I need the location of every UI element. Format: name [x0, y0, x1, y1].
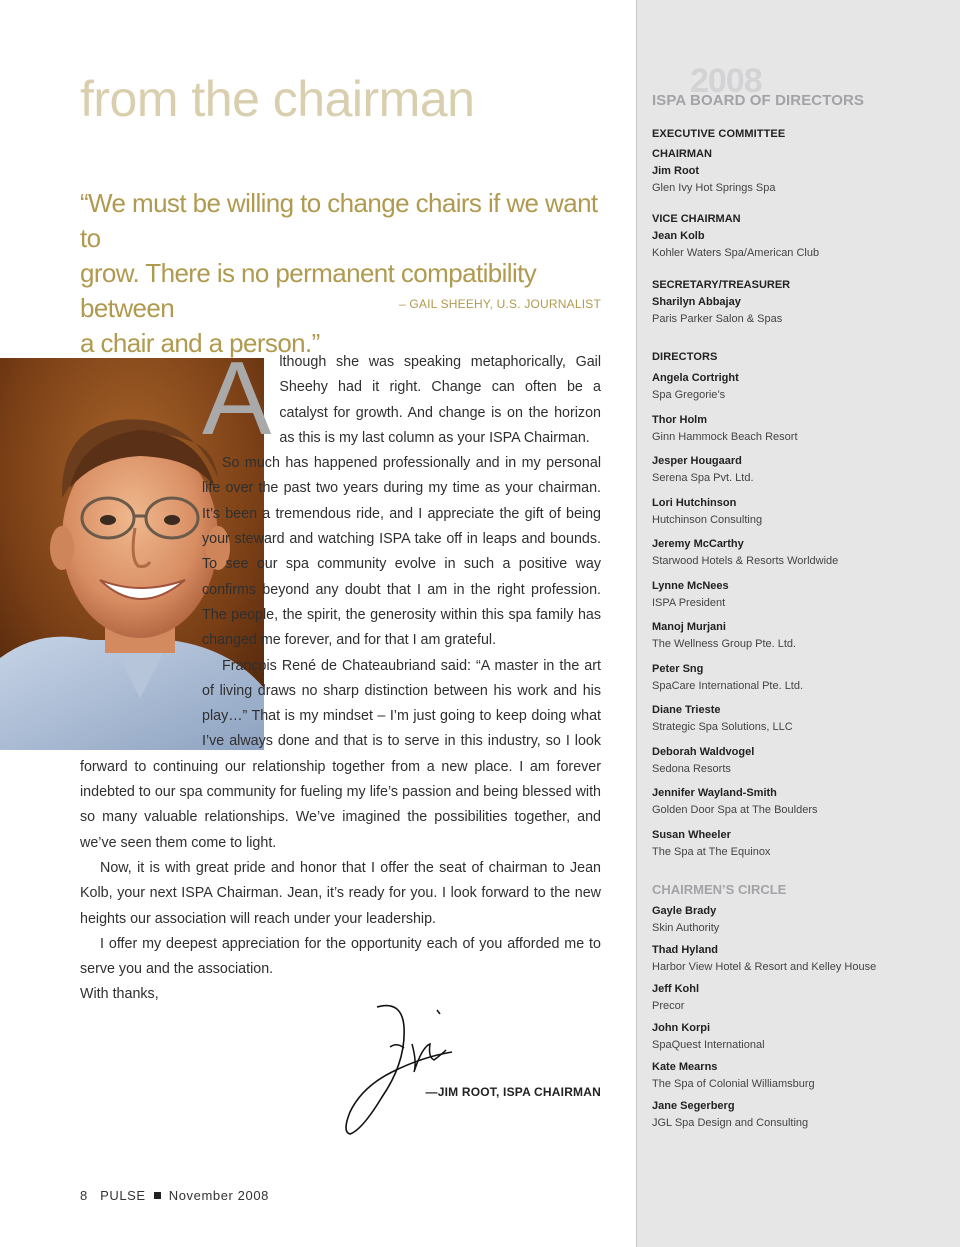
- quote-attribution: – GAIL SHEEHY, U.S. JOURNALIST: [398, 297, 601, 311]
- director-org: Serena Spa Pvt. Ltd.: [652, 472, 754, 484]
- executive-member: [652, 146, 776, 197]
- director-item: [652, 370, 739, 404]
- sidebar-title: ISPA BOARD OF DIRECTORS: [652, 92, 865, 109]
- member-role: SECRETARY/TREASURER: [652, 279, 791, 291]
- director-org: Spa Gregorie’s: [652, 389, 726, 401]
- circle-org: Skin Authority: [652, 922, 720, 934]
- director-org: Golden Door Spa at The Boulders: [652, 804, 818, 816]
- circle-name: Kate Mearns: [652, 1061, 718, 1073]
- director-item: [652, 785, 818, 819]
- circle-item: [652, 942, 876, 976]
- letter-paragraph-2: So much has happened professionally and in my personal life over the past two years during my time as your chairman. It’s been a tremendous ride, and I appreciate the gift of being your steward and watching ISPA take off in leaps and bounds. To see our spa community evolve in such a positive way confirms beyond any doubt that I am in the right profession. The people, the spirit, the generosity within this spa family has changed me forever, and for that I am grateful.: [202, 455, 601, 649]
- circle-org: Harbor View Hotel & Resort and Kelley House: [652, 961, 877, 973]
- circle-item: [652, 1020, 765, 1054]
- letter-paragraph-3: François René de Chateaubriand said: “A master in the art of living draws no sharp distinction between his work and his play…” That is my mindset – I’m just going to keep doing what I’ve always done and that is to serve in this industry, so I look forward to continuing our relationship together from a new place. I am forever indebted to our spa community for fueling my life’s passion and being blessed with so many valuable relationships. We’ve imagined the possibilities together, and we’ve seen them come to light.: [80, 657, 601, 851]
- director-name: Susan Wheeler: [652, 829, 731, 841]
- director-item: [652, 827, 770, 861]
- circle-item: [652, 1098, 808, 1132]
- director-org: SpaCare International Pte. Ltd.: [652, 680, 804, 692]
- photo-wrap-spacer: [0, 350, 202, 747]
- paragraph-1-text: lthough she was speaking metaphorically, Gail Sheehy had it right. Change can often be a catalyst for growth. And change is on the horizon as this is my last column as your ISPA Chairman.: [279, 354, 601, 446]
- director-name: Thor Holm: [652, 414, 707, 426]
- executive-heading: EXECUTIVE COMMITTEE: [652, 128, 786, 140]
- director-org: Starwood Hotels & Resorts Worldwide: [652, 555, 839, 567]
- director-org: Hutchinson Consulting: [652, 514, 763, 526]
- signature-name: —JIM ROOT, ISPA CHAIRMAN: [425, 1085, 601, 1099]
- director-org: Strategic Spa Solutions, LLC: [652, 721, 793, 733]
- director-org: Sedona Resorts: [652, 763, 731, 775]
- pull-quote: [80, 186, 620, 361]
- circle-org: JGL Spa Design and Consulting: [652, 1117, 809, 1129]
- circle-org: Precor: [652, 1000, 685, 1012]
- director-item: [652, 495, 762, 529]
- director-name: Peter Sng: [652, 663, 704, 675]
- circle-name: Thad Hyland: [652, 944, 719, 956]
- director-name: Diane Trieste: [652, 704, 721, 716]
- executive-member: [652, 211, 819, 262]
- director-name: Manoj Murjani: [652, 621, 726, 633]
- member-org: Kohler Waters Spa/American Club: [652, 247, 820, 259]
- director-name: Lynne McNees: [652, 580, 729, 592]
- director-name: Jesper Hougaard: [652, 455, 742, 467]
- circle-name: John Korpi: [652, 1022, 711, 1034]
- page-title: from the chairman: [80, 71, 475, 127]
- director-org: ISPA President: [652, 597, 726, 609]
- director-item: [652, 744, 754, 778]
- director-org: The Wellness Group Pte. Ltd.: [652, 638, 797, 650]
- director-item: [652, 578, 729, 612]
- publication-name: PULSE: [100, 1188, 146, 1203]
- circle-org: The Spa of Colonial Williamsburg: [652, 1078, 815, 1090]
- quote-line-1: “We must be willing to change chairs if we want to: [80, 188, 598, 253]
- director-item: [652, 412, 798, 446]
- member-role: CHAIRMAN: [652, 148, 712, 160]
- director-item: [652, 661, 803, 695]
- director-item: [652, 453, 754, 487]
- circle-item: [652, 981, 699, 1015]
- member-org: Glen Ivy Hot Springs Spa: [652, 182, 776, 194]
- letter-paragraph-5: I offer my deepest appreciation for the opportunity each of you afforded me to serve you and the association.: [80, 935, 601, 978]
- director-name: Lori Hutchinson: [652, 497, 737, 509]
- quote-line-3: a chair and a person.”: [80, 328, 320, 358]
- board-sidebar: [636, 0, 960, 1247]
- page-footer: [80, 1188, 269, 1203]
- quote-line-2: grow. There is no permanent compatibility between: [80, 258, 537, 323]
- director-item: [652, 536, 838, 570]
- director-item: [652, 619, 796, 653]
- director-name: Jeremy McCarthy: [652, 538, 744, 550]
- directors-heading: DIRECTORS: [652, 351, 718, 363]
- circle-org: SpaQuest International: [652, 1039, 765, 1051]
- letter-paragraph-4: Now, it is with great pride and honor that I offer the seat of chairman to Jean Kolb, your next ISPA Chairman. Jean, it’s ready for you. I look forward to the new heights our association will reach under your leadership.: [80, 859, 601, 927]
- director-name: Jennifer Wayland-Smith: [652, 787, 777, 799]
- director-org: The Spa at The Equinox: [652, 846, 771, 858]
- member-org: Paris Parker Salon & Spas: [652, 313, 783, 325]
- circle-name: Jane Segerberg: [652, 1100, 735, 1112]
- separator-square-icon: [154, 1192, 161, 1199]
- circle-name: Jeff Kohl: [652, 983, 700, 995]
- letter-closing: With thanks,: [80, 986, 159, 1003]
- drop-cap: A: [202, 341, 272, 457]
- member-name: Sharilyn Abbajay: [652, 296, 741, 308]
- director-org: Ginn Hammock Beach Resort: [652, 431, 798, 443]
- member-name: Jim Root: [652, 165, 700, 177]
- director-name: Deborah Waldvogel: [652, 746, 755, 758]
- executive-member: [652, 277, 790, 328]
- page-number: 8: [80, 1188, 88, 1203]
- handwritten-signature: [342, 1002, 472, 1142]
- director-name: Angela Cortright: [652, 372, 739, 384]
- circle-name: Gayle Brady: [652, 905, 717, 917]
- director-item: [652, 702, 793, 736]
- issue-date: November 2008: [168, 1188, 270, 1203]
- sidebar-year: 2008: [690, 62, 762, 100]
- circle-heading: CHAIRMEN’S CIRCLE: [652, 882, 787, 897]
- circle-item: [652, 903, 719, 937]
- circle-item: [652, 1059, 815, 1093]
- member-role: VICE CHAIRMAN: [652, 213, 741, 225]
- member-name: Jean Kolb: [652, 230, 705, 242]
